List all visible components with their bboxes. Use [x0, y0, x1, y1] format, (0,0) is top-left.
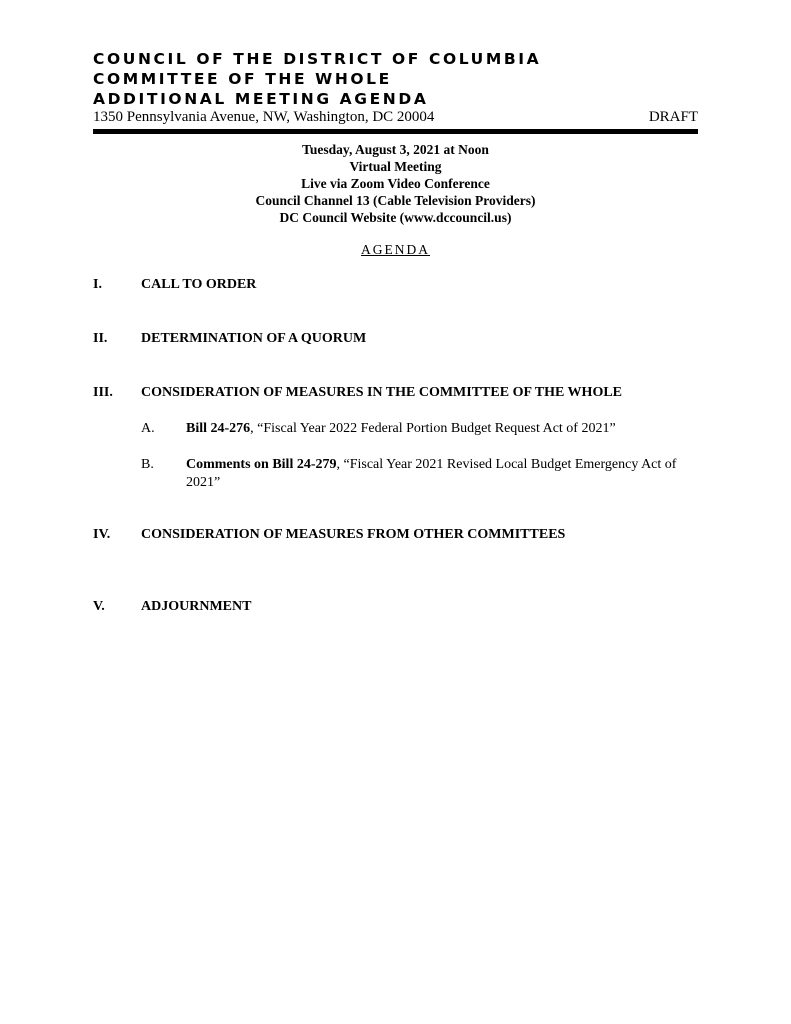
- subitem-bill-24-276: [186, 420, 696, 438]
- address-text: 1350 Pennsylvania Avenue, NW, Washington, DC 20004: [93, 109, 435, 125]
- draft-label: DRAFT: [648, 109, 698, 125]
- subitem-letter: B.: [141, 457, 154, 472]
- meeting-zoom: Live via Zoom Video Conference: [301, 176, 490, 191]
- meeting-website: DC Council Website (www.dccouncil.us): [279, 210, 512, 225]
- agenda-heading: [93, 242, 698, 258]
- subitem-bill-label: Bill 24-276: [186, 421, 251, 436]
- agenda-item-number: II.: [93, 331, 108, 346]
- header-divider: [93, 129, 698, 134]
- agenda-item-quorum: DETERMINATION OF A QUORUM: [141, 331, 367, 346]
- header-council-name: COUNCIL OF THE DISTRICT OF COLUMBIA: [93, 50, 542, 68]
- address-row: [93, 108, 698, 126]
- agenda-item-number: III.: [93, 385, 113, 400]
- agenda-item-number: IV.: [93, 527, 111, 542]
- subitem-bill-title: , “Fiscal Year 2021 Revised Local Budget Emergency Act of 2021”: [186, 457, 677, 490]
- agenda-item-call-to-order: CALL TO ORDER: [141, 277, 257, 292]
- meeting-date: Tuesday, August 3, 2021 at Noon: [302, 142, 489, 157]
- subitem-bill-label: Comments on Bill 24-279: [186, 457, 337, 472]
- header-agenda-title: ADDITIONAL MEETING AGENDA: [93, 90, 429, 108]
- header-committee-name: COMMITTEE OF THE WHOLE: [93, 70, 392, 88]
- subitem-letter: A.: [141, 421, 155, 436]
- agenda-item-number: I.: [93, 277, 102, 292]
- meeting-details: [93, 141, 698, 226]
- meeting-type: Virtual Meeting: [349, 159, 442, 174]
- agenda-item-adjournment: ADJOURNMENT: [141, 599, 252, 614]
- agenda-item-other-committees: CONSIDERATION OF MEASURES FROM OTHER COMMITTEES: [141, 527, 566, 542]
- subitem-bill-title: , “Fiscal Year 2022 Federal Portion Budget Request Act of 2021”: [250, 421, 616, 436]
- agenda-item-committee-measures: CONSIDERATION OF MEASURES IN THE COMMITTEE OF THE WHOLE: [141, 385, 623, 400]
- subitem-bill-24-279: [186, 456, 696, 492]
- meeting-channel: Council Channel 13 (Cable Television Providers): [255, 193, 536, 208]
- agenda-heading-text: AGENDA: [361, 242, 430, 257]
- agenda-item-number: V.: [93, 599, 105, 614]
